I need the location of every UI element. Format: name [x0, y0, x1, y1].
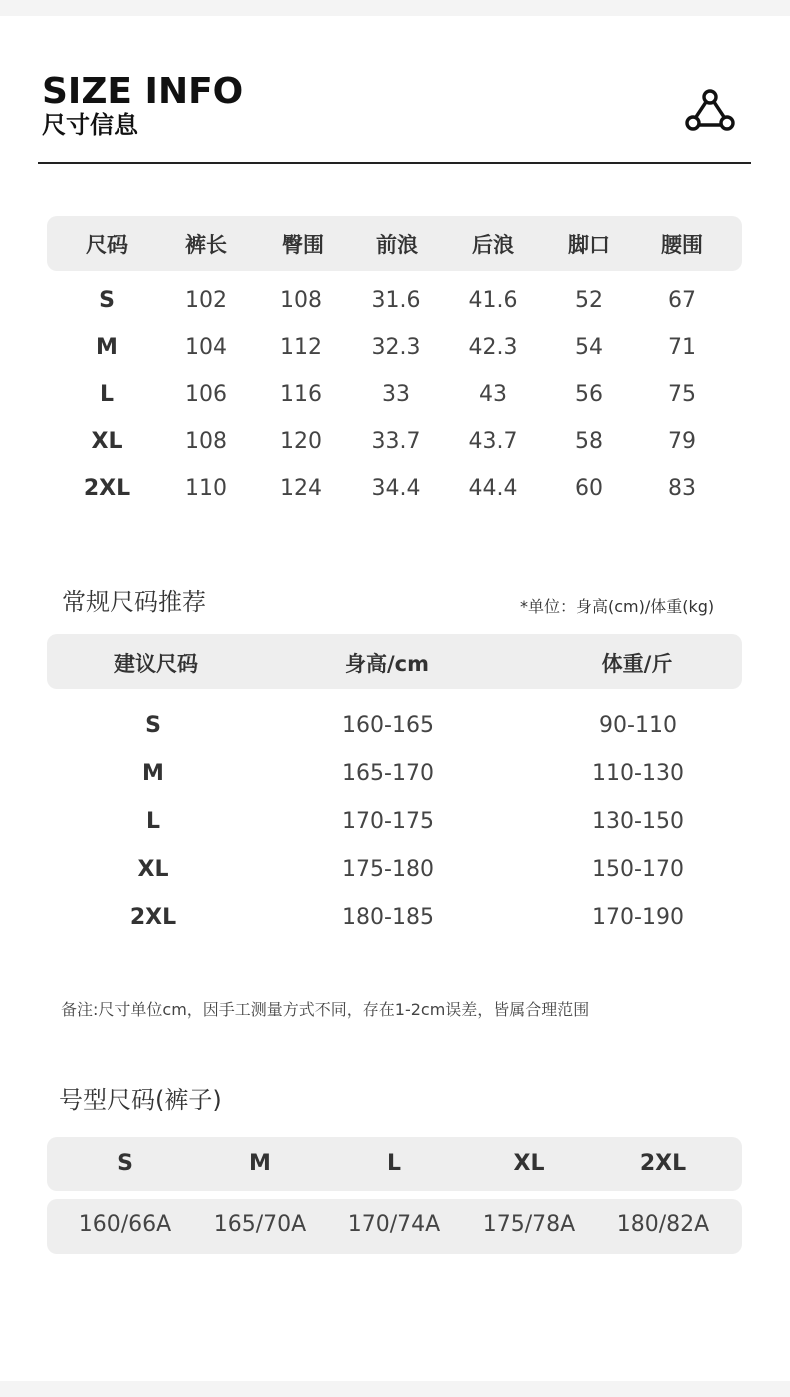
- title-chinese: 尺寸信息: [42, 111, 138, 139]
- table-cell: 112: [280, 335, 322, 360]
- size-cell: XL: [91, 429, 123, 454]
- back-rise-col-header: 后浪: [472, 233, 514, 257]
- height-col-header: 身高/cm: [345, 652, 429, 676]
- model-code-cell: 175/78A: [482, 1212, 576, 1237]
- size-cell: L: [145, 809, 161, 834]
- hip-col-header: 臀围: [282, 233, 324, 257]
- table-cell: 75: [668, 382, 696, 407]
- table-cell: 116: [280, 382, 322, 407]
- size-cell: XL: [137, 857, 169, 882]
- size-cell: L: [99, 382, 115, 407]
- table-cell: 130-150: [592, 809, 684, 834]
- table-cell: 180-185: [342, 905, 434, 930]
- size-table-header-row: [47, 229, 742, 259]
- suggested-size-col-header: 建议尺码: [114, 652, 198, 676]
- table-cell: 44.4: [468, 476, 518, 501]
- table-cell: 102: [185, 288, 227, 313]
- table-cell: 124: [280, 476, 322, 501]
- table-cell: 43.7: [468, 429, 518, 454]
- size-cell: S: [99, 288, 115, 313]
- table-cell: 104: [185, 335, 227, 360]
- size-cell: 2XL: [129, 905, 177, 930]
- front-rise-col-header: 前浪: [376, 233, 418, 257]
- model-size-label: M: [249, 1151, 271, 1176]
- table-cell: 170-175: [342, 809, 434, 834]
- model-code-cell: 180/82A: [616, 1212, 710, 1237]
- table-cell: 165-170: [342, 761, 434, 786]
- model-size-label: S: [117, 1151, 133, 1176]
- weight-col-header: 体重/斤: [601, 652, 673, 676]
- table-cell: 34.4: [371, 476, 421, 501]
- table-cell: 43: [479, 382, 507, 407]
- table-cell: 67: [668, 288, 696, 313]
- trefoil-link-icon: [684, 88, 736, 134]
- table-cell: 56: [575, 382, 603, 407]
- table-cell: 33.7: [371, 429, 421, 454]
- table-cell: 170-190: [592, 905, 684, 930]
- model-size-title: 号型尺码(裤子): [59, 1086, 222, 1114]
- size-cell: M: [142, 761, 164, 786]
- table-cell: 120: [280, 429, 322, 454]
- size-cell: M: [96, 335, 118, 360]
- table-cell: 32.3: [371, 335, 421, 360]
- table-cell: 54: [575, 335, 603, 360]
- table-cell: 110-130: [592, 761, 684, 786]
- model-code-cell: 170/74A: [347, 1212, 441, 1237]
- top-band: [0, 0, 790, 16]
- model-size-label: 2XL: [639, 1151, 687, 1176]
- waist-col-header: 腰围: [661, 233, 703, 257]
- bottom-band: [0, 1381, 790, 1397]
- table-cell: 52: [575, 288, 603, 313]
- table-cell: 175-180: [342, 857, 434, 882]
- model-size-label: XL: [513, 1151, 545, 1176]
- leg-opening-col-header: 脚口: [568, 233, 610, 257]
- table-cell: 106: [185, 382, 227, 407]
- table-cell: 31.6: [371, 288, 421, 313]
- table-cell: 150-170: [592, 857, 684, 882]
- table-cell: 58: [575, 429, 603, 454]
- table-cell: 83: [668, 476, 696, 501]
- recommend-title: 常规尺码推荐: [62, 588, 206, 616]
- table-cell: 160-165: [342, 713, 434, 738]
- table-cell: 41.6: [468, 288, 518, 313]
- measurement-remark: 备注:尺寸单位cm，因手工测量方式不同，存在1-2cm误差，皆属合理范围: [61, 1000, 590, 1019]
- size-cell: 2XL: [83, 476, 131, 501]
- table-cell: 33: [382, 382, 410, 407]
- table-cell: 108: [185, 429, 227, 454]
- model-code-cell: 165/70A: [213, 1212, 307, 1237]
- table-cell: 110: [185, 476, 227, 501]
- table-cell: 60: [575, 476, 603, 501]
- unit-note: *单位：身高(cm)/体重(kg): [520, 597, 715, 616]
- size-col-header: 尺码: [86, 233, 128, 257]
- header-divider: [38, 162, 751, 164]
- length-col-header: 裤长: [185, 233, 227, 257]
- table-cell: 71: [668, 335, 696, 360]
- table-cell: 90-110: [599, 713, 677, 738]
- model-size-label: L: [386, 1151, 402, 1176]
- table-cell: 79: [668, 429, 696, 454]
- title-english: SIZE INFO: [42, 71, 244, 112]
- table-cell: 108: [280, 288, 322, 313]
- size-cell: S: [145, 713, 161, 738]
- model-code-cell: 160/66A: [78, 1212, 172, 1237]
- table-cell: 42.3: [468, 335, 518, 360]
